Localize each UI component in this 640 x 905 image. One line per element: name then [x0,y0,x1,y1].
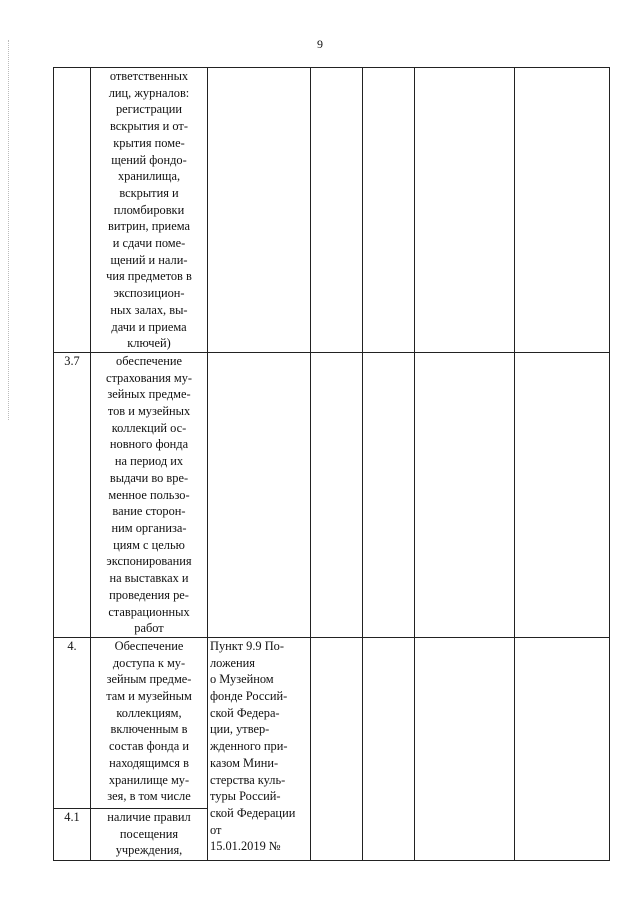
row-number-cell [54,808,91,860]
text-line: тов и музейных [107,404,191,419]
legal-basis-text [210,638,308,855]
text-line: зея, в том числе [107,789,191,804]
text-line: выдачи во вре- [109,470,189,485]
description-cell [91,808,208,860]
text-line: жденного при- [210,739,288,754]
text-line: ных залах, вы- [110,302,188,317]
legal-basis-cell [208,637,311,860]
text-line: экспонирования [106,554,192,569]
text-line: крытия поме- [113,135,185,150]
description-text [93,638,205,805]
text-line: туры Россий- [210,789,281,804]
row-number: 4.1 [64,809,80,824]
empty-cell [515,68,610,353]
empty-cell [363,68,415,353]
description-cell [91,352,208,637]
text-line: наличие правил [107,809,191,824]
text-line: вскрытия и [119,185,179,200]
margin-scan-marks [8,40,11,420]
text-line: новного фонда [109,437,189,452]
description-text [93,353,205,637]
text-line: и сдачи поме- [112,236,186,251]
text-line: лиц, журналов: [108,85,190,100]
empty-cell [415,68,515,353]
empty-cell [515,637,610,860]
text-line: регистрации [115,102,183,117]
text-line: о Музейном [210,672,274,687]
text-line: 15.01.2019 № [210,839,281,854]
row-number: 3.7 [64,353,80,368]
legal-basis-cell [208,68,311,353]
text-line: хранилище му- [108,772,190,787]
page-number: 9 [317,37,323,51]
document-table [53,67,610,861]
description-cell [91,68,208,353]
text-line: зейных предме- [107,387,191,402]
text-line: включенным в [110,722,188,737]
text-line: щений и нали- [110,252,188,267]
text-line: ключей) [127,336,171,351]
text-line: посещения [119,826,179,841]
legal-basis-cell [208,352,311,637]
text-line: страхования му- [105,370,193,385]
text-line: работ [134,621,164,636]
empty-cell [515,352,610,637]
description-cell [91,637,208,808]
empty-cell [415,352,515,637]
text-line: дачи и приема [111,319,187,334]
text-line: там и музейным [106,689,192,704]
text-line: Обеспечение [114,638,184,653]
text-line: экспозицион- [113,286,185,301]
text-line: коллекций ос- [111,420,187,435]
text-line: находящимся в [109,755,189,770]
text-line: щений фондо- [111,152,187,167]
text-line: фонде Россий- [210,689,288,704]
text-line: ложения [210,655,255,670]
empty-cell [363,352,415,637]
empty-cell [415,637,515,860]
text-line: состав фонда и [109,739,189,754]
text-line: коллекциям, [116,705,182,720]
empty-cell [311,637,363,860]
text-line: хранилища, [117,169,181,184]
row-number-cell [54,68,91,353]
text-line: стерства куль- [210,772,286,787]
table-row [54,68,610,353]
row-number: 4. [67,638,77,653]
text-line: казом Мини- [210,755,279,770]
text-line: проведения ре- [109,587,189,602]
text-line: обеспечение [116,353,182,368]
text-line: на период их [114,454,184,469]
text-line: на выставках и [109,571,189,586]
text-line: Пункт 9.9 По- [210,638,284,653]
empty-cell [311,352,363,637]
empty-cell [363,637,415,860]
text-line: ской Федерации [210,805,296,820]
text-line: доступа к му- [112,655,186,670]
text-line: вскрытия и от- [110,119,188,134]
row-number-cell [54,637,91,808]
description-text [93,68,205,352]
text-line: ской Федера- [210,705,280,720]
text-line: пломбировки [113,202,185,217]
text-line: циям с целью [113,537,185,552]
text-line: чия предметов в [106,269,192,284]
text-line: зейным предме- [106,672,192,687]
table-row [54,352,610,637]
table-row [54,637,610,808]
text-line: ции, утвер- [210,722,270,737]
empty-cell [311,68,363,353]
text-line: ответственных [109,69,189,83]
text-line: учреждения, [115,843,183,858]
table-body [54,68,610,861]
text-line: ставрационных [108,604,190,619]
description-text [93,809,205,859]
text-line: менное пользо- [108,487,190,502]
row-number-cell [54,352,91,637]
text-line: ним организа- [111,520,187,535]
text-line: вание сторон- [112,504,186,519]
text-line: от [210,822,222,837]
text-line: витрин, приема [108,219,190,234]
